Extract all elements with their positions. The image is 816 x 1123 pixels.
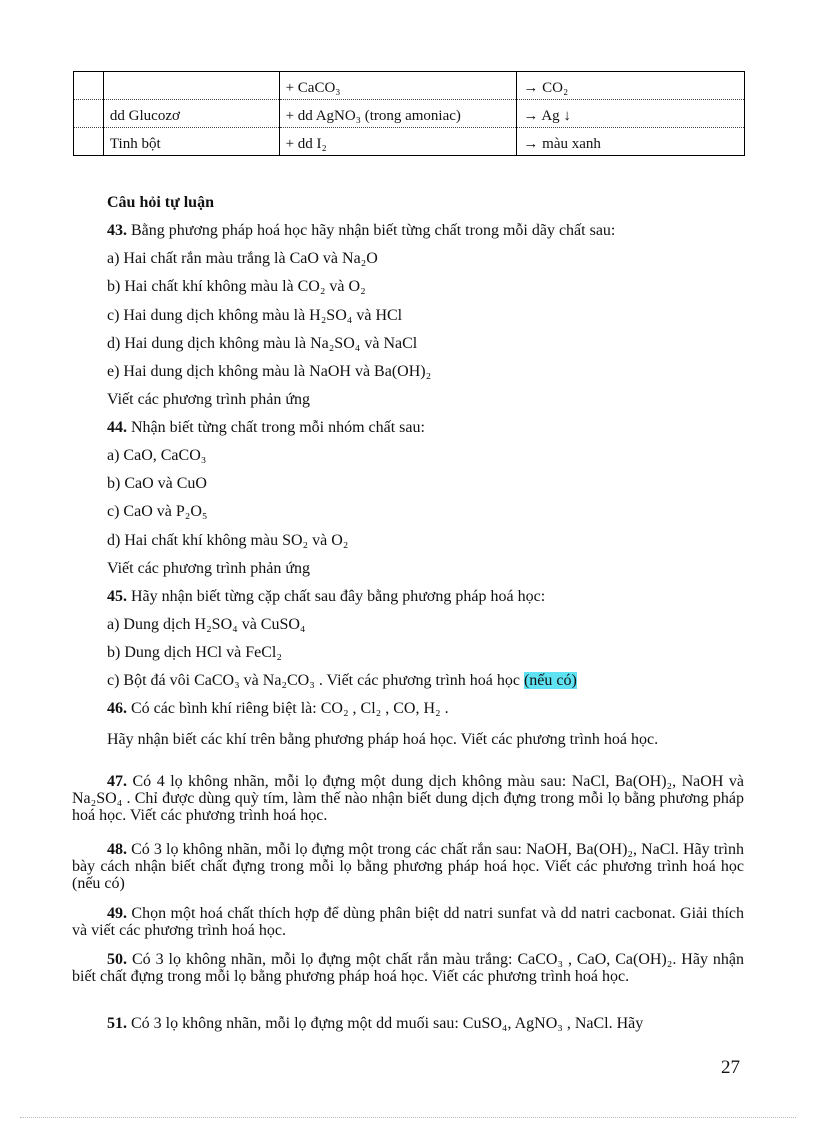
- list-item: e) Hai dung dịch không màu là NaOH và Ba(OH)₂: [107, 363, 432, 380]
- highlighted-text: (nếu có): [523, 672, 577, 689]
- question-44: [107, 418, 425, 438]
- question-number: 50.: [107, 951, 127, 968]
- result-cell: → Ag ↓: [517, 100, 745, 128]
- list-item: b) Hai chất khí không màu là CO₂ và O₂: [107, 278, 366, 295]
- question-number: 47.: [107, 773, 127, 790]
- table-row: [74, 72, 745, 100]
- question-number: 48.: [107, 841, 127, 858]
- page-number: 27: [721, 1057, 740, 1078]
- question-text: Có các bình khí riêng biệt là: CO₂ , Cl₂ , CO, H₂ .: [127, 700, 449, 717]
- question-text: Bằng phương pháp hoá học hãy nhận biết từng chất trong mỗi dãy chất sau:: [127, 222, 616, 239]
- table-row: [74, 128, 745, 156]
- question-number: 43.: [107, 222, 127, 239]
- list-item: a) Dung dịch H₂SO₄ và CuSO₄: [107, 616, 306, 633]
- result-cell: → màu xanh: [517, 128, 745, 156]
- question-46: [107, 699, 449, 719]
- section-title: Câu hỏi tự luận: [107, 194, 214, 211]
- question-43: [107, 221, 615, 241]
- list-item: b) CaO và CuO: [107, 475, 207, 492]
- question-text: Hãy nhận biết từng cặp chất sau đây bằng phương pháp hoá học:: [127, 588, 546, 605]
- substance-cell: [103, 72, 279, 100]
- question-50: [72, 951, 744, 985]
- reagent-cell: + CaCO₃: [279, 72, 517, 100]
- substance-cell: Tinh bột: [103, 128, 279, 156]
- table-row: [74, 100, 745, 128]
- list-item: d) Hai dung dịch không màu là Na₂SO₄ và NaCl: [107, 335, 418, 352]
- question-51: [72, 1015, 744, 1032]
- list-item: a) Hai chất rắn màu trắng là CaO và Na₂O: [107, 250, 378, 267]
- question-number: 49.: [107, 905, 127, 922]
- question-45: [107, 587, 545, 607]
- question-text: Có 3 lọ không nhãn, mỗi lọ đựng một dd muối sau: CuSO₄, AgNO₃ , NaCl. Hãy: [127, 1015, 644, 1032]
- question-text: Nhận biết từng chất trong mỗi nhóm chất sau:: [127, 419, 425, 436]
- question-number: 45.: [107, 588, 127, 605]
- list-item: c) Hai dung dịch không màu là H₂SO₄ và HCl: [107, 307, 403, 324]
- question-text: Có 3 lọ không nhãn, mỗi lọ đựng một trong các chất rắn sau: NaOH, Ba(OH)₂, NaCl. Hãy trình bày cách nhận biết chất đựng trong mỗi lọ bằng phương pháp hoá học. Viết các phương trình hoá học (nếu có): [72, 841, 744, 892]
- question-text: Chọn một hoá chất thích hợp để dùng phân biệt dd natri sunfat và dd natri cacbonat. Giải thích và viết các phương trình hoá học.: [72, 905, 744, 939]
- paragraph: Hãy nhận biết các khí trên bằng phương pháp hoá học. Viết các phương trình hoá học.: [107, 731, 659, 748]
- result-cell: → CO₂: [517, 72, 745, 100]
- question-number: 51.: [107, 1015, 127, 1032]
- list-item: c) Bột đá vôi CaCO₃ và Na₂CO₃ . Viết các phương trình hoá học (nếu có): [107, 672, 577, 689]
- question-49: [72, 905, 744, 939]
- list-item: d) Hai chất khí không màu SO₂ và O₂: [107, 532, 349, 549]
- question-number: 46.: [107, 700, 127, 717]
- question-number: 44.: [107, 419, 127, 436]
- divider: [20, 1117, 796, 1118]
- list-item: c) CaO và P₂O₅: [107, 503, 208, 520]
- reagent-table: [73, 71, 745, 156]
- substance-cell: dd Glucozơ: [103, 100, 279, 128]
- question-text: Có 3 lọ không nhãn, mỗi lọ đựng một chất rắn màu trắng: CaCO₃ , CaO, Ca(OH)₂. Hãy nhận biết chất đựng trong mỗi lọ bằng phương pháp hoá học. Viết các phương trình hoá học.: [72, 951, 744, 985]
- list-item: b) Dung dịch HCl và FeCl₂: [107, 644, 282, 661]
- question-footer: Viết các phương trình phản ứng: [107, 560, 311, 577]
- question-48: [72, 841, 744, 892]
- question-footer: Viết các phương trình phản ứng: [107, 391, 311, 408]
- reagent-cell: + dd I₂: [279, 128, 517, 156]
- reagent-cell: + dd AgNO₃ (trong amoniac): [279, 100, 517, 128]
- question-text: Có 4 lọ không nhãn, mỗi lọ đựng một dung dịch không màu sau: NaCl, Ba(OH)₂, NaOH và Na₂SO₄ . Chỉ được dùng quỳ tím, làm thế nào nhận biết dung dịch đựng trong mỗi lọ bằng phương pháp hoá học. Viết các phương trình hoá học.: [72, 773, 744, 824]
- list-item: a) CaO, CaCO₃: [107, 447, 207, 464]
- question-47: [72, 773, 744, 824]
